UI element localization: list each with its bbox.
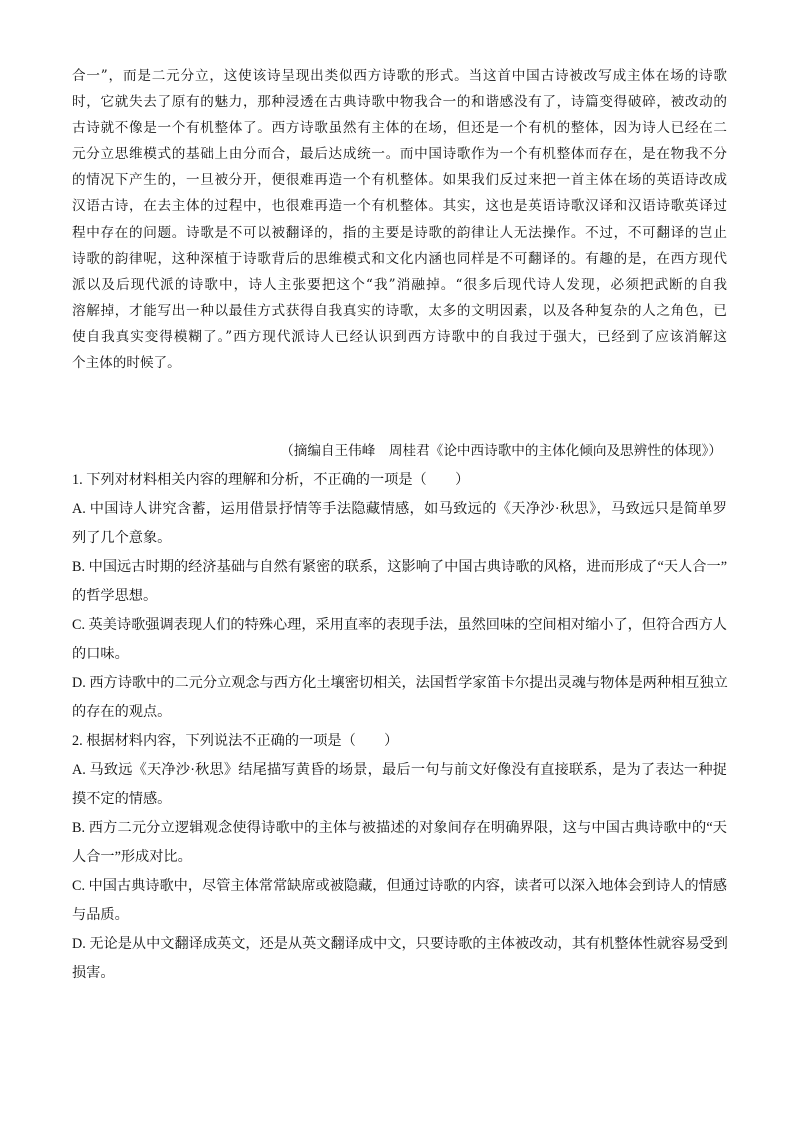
option-line: C. 英美诗歌强调表现人们的特殊心理，采用直率的表现手法，虽然回味的空间相对缩小了，但符合西方人 [72,617,727,633]
passage-line: 程中存在的问题。诗歌是不可以被翻译的，指的主要是诗歌的韵律让人无法操作。不过，不可翻译的岂止 [72,224,727,241]
option-line: 人合一”形成对比。 [72,849,192,865]
option-b[interactable] [72,557,727,606]
option-line: D. 西方诗歌中的二元分立观念与西方化土壤密切相关，法国哲学家笛卡尔提出灵魂与物体是两种相互独立 [72,675,728,691]
passage-line: 使自我真实变得模糊了。”西方现代派诗人已经认识到西方诗歌中的自我过于强大，已经到了应该消解这 [72,328,727,345]
passage-line: 古诗就不像是一个有机整体了。西方诗歌虽然有主体的在场，但还是一个有机的整体，因为诗人已经在二 [72,120,727,137]
option-line: 摸不定的情感。 [72,791,172,807]
passage-line: 元分立思维模式的基础上由分而合，最后达成统一。而中国诗歌作为一个有机整体而存在，是在物我不分 [72,146,727,163]
reading-passage [72,63,727,376]
passage-line: 个主体的时候了。 [72,355,181,372]
option-line: B. 西方二元分立逻辑观念使得诗歌中的主体与被描述的对象间存在明确界限，这与中国古典诗歌中的“天 [72,820,727,836]
passage-line: 汉语古诗，在去主体的过程中，也很难再造一个有机整体。其实，这也是英语诗歌汉译和汉语诗歌英译过 [72,198,727,215]
option-line: 列了几个意象。 [72,530,172,546]
option-line: B. 中国远古时期的经济基础与自然有紧密的联系，这影响了中国古典诗歌的风格，进而形成了“天人合一” [72,559,727,575]
question-stem: 1. 下列对材料相关内容的理解和分析，不正确的一项是（ ） [72,472,470,488]
option-c[interactable] [72,615,727,664]
question-stem: 2. 根据材料内容，下列说法不正确的一项是（ ） [72,733,399,749]
passage-line: 溶解掉，才能写出一种以最佳方式获得自我真实的诗歌，太多的文明因素，以及各种复杂的人之角色，已 [72,302,727,319]
option-line: A. 马致远《天净沙·秋思》结尾描写黄昏的场景，最后一句与前文好像没有直接联系，是为了表达一种捉 [72,762,727,778]
option-line: 的口味。 [72,646,129,662]
option-d[interactable] [72,673,727,722]
passage-line: 合一”，而是二元分立，这使该诗呈现出类似西方诗歌的形式。当这首中国古诗被改写成主体在场的诗歌 [72,68,727,84]
passage-source-citation: （摘编自王伟峰 周桂君《论中西诗歌中的主体化倾向及思辨性的体现》） [280,443,722,459]
option-c[interactable] [72,876,727,925]
option-a[interactable] [72,760,727,809]
option-a[interactable] [72,499,727,548]
option-line: 与品质。 [72,907,129,923]
passage-line: 派以及后现代派的诗歌中，诗人主张要把这个“我”消融掉。“很多后现代诗人发现，必须把武断的自我 [72,276,727,293]
option-line: 的存在的观点。 [72,704,172,720]
question-2 [72,731,727,983]
option-line: 的哲学思想。 [72,588,158,604]
option-line: 损害。 [72,965,115,981]
passage-line: 的情况下产生的，一旦被分开，便很难再造一个有机整体。如果我们反过来把一首主体在场的英语诗改成 [72,172,727,189]
question-1 [72,470,727,722]
option-d[interactable] [72,934,727,983]
passage-line: 诗歌的韵律呢，这种深植于诗歌背后的思维模式和文化内涵也同样是不可翻译的。有趣的是，在西方现代 [72,250,727,267]
option-line: C. 中国古典诗歌中，尽管主体常常缺席或被隐藏，但通过诗歌的内容，读者可以深入地体会到诗人的情感 [72,878,727,894]
option-line: A. 中国诗人讲究含蓄，运用借景抒情等手法隐藏情感，如马致远的《天净沙·秋思》，马致远只是简单罗 [72,501,727,517]
question-list [72,470,727,983]
option-line: D. 无论是从中文翻译成英文，还是从英文翻译成中文，只要诗歌的主体被改动，其有机整体性就容易受到 [72,936,728,952]
passage-line: 时，它就失去了原有的魅力，那种浸透在古典诗歌中物我合一的和谐感没有了，诗篇变得破碎，被改动的 [72,94,727,111]
option-b[interactable] [72,818,727,867]
